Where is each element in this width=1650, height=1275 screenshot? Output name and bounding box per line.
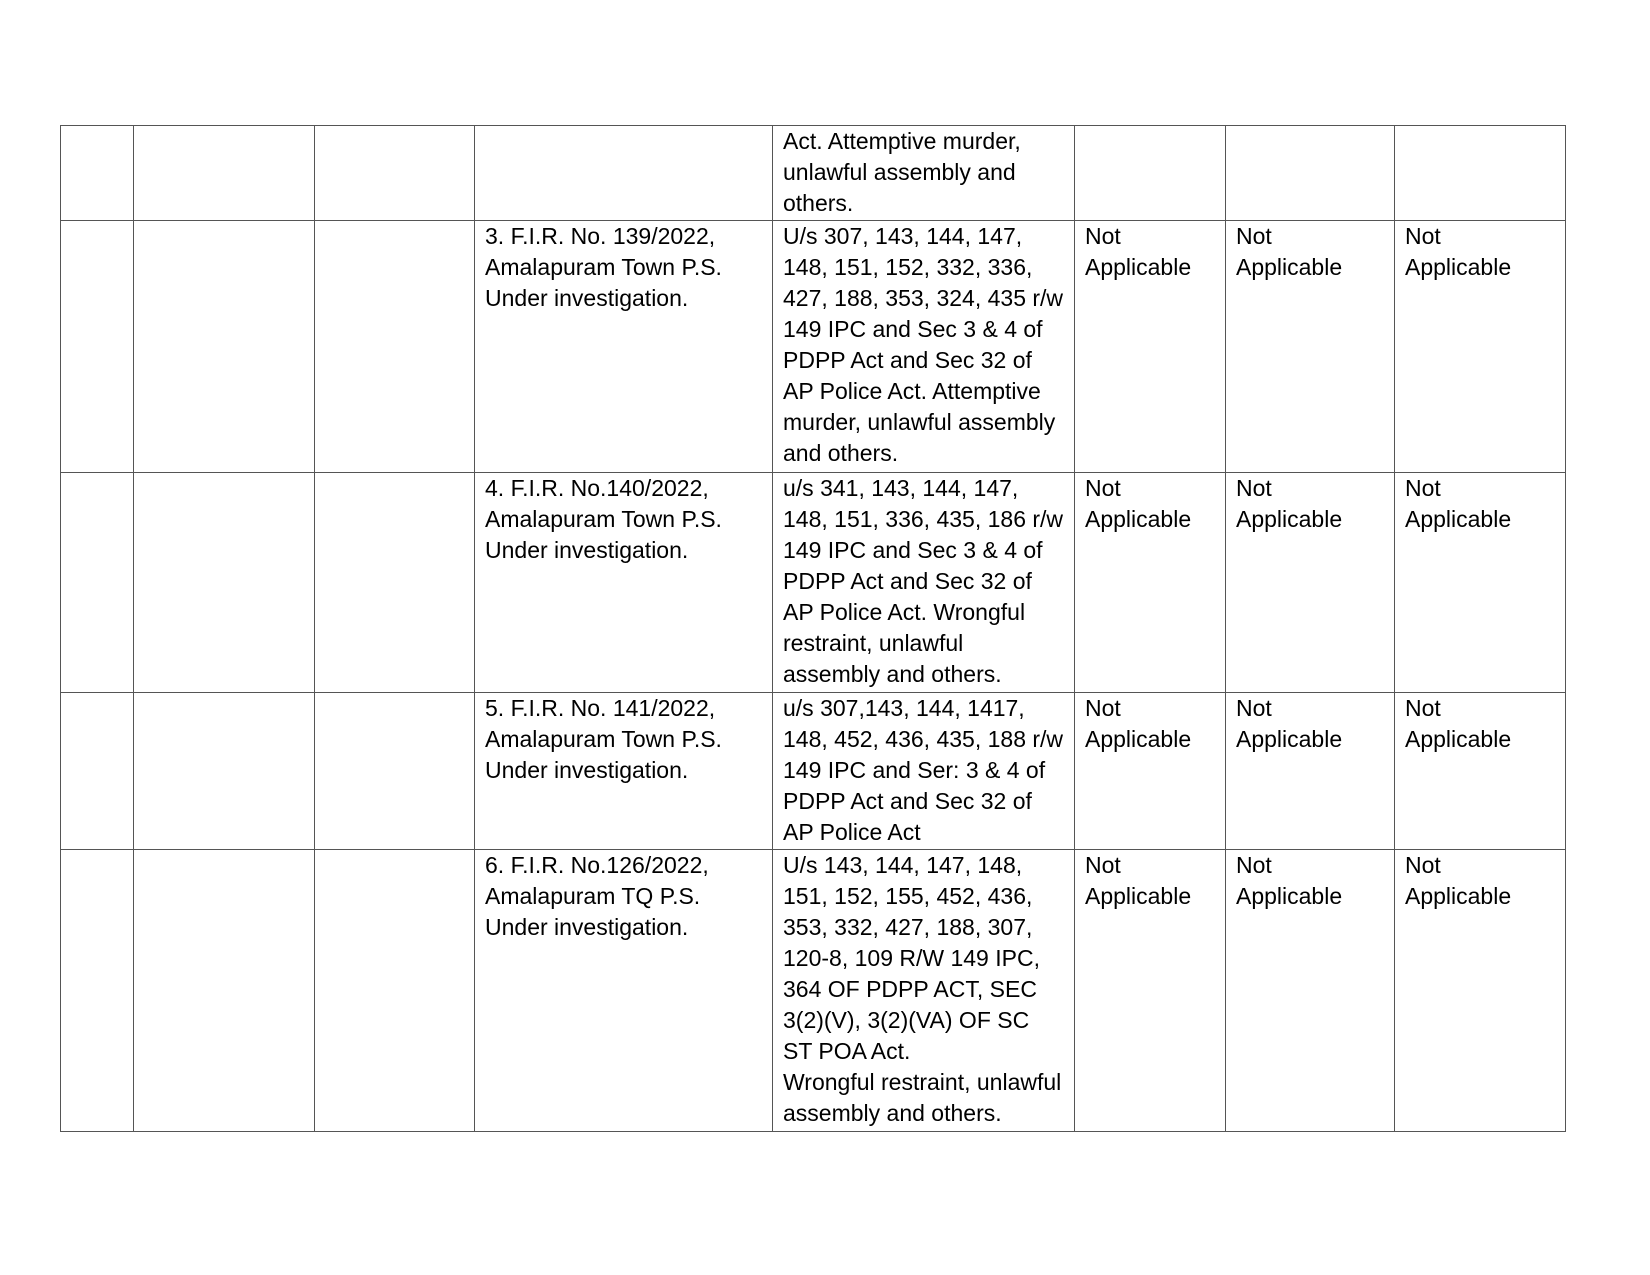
status-cell bbox=[1226, 126, 1395, 221]
table-cell bbox=[315, 221, 475, 473]
table-cell bbox=[134, 693, 315, 850]
table-cell bbox=[315, 473, 475, 693]
table-cell bbox=[61, 473, 134, 693]
table-row bbox=[61, 473, 1566, 693]
table-cell bbox=[134, 221, 315, 473]
status-cell: Not Applicable bbox=[1226, 221, 1395, 473]
status-cell bbox=[1075, 126, 1226, 221]
table-cell bbox=[61, 693, 134, 850]
status-cell: Not Applicable bbox=[1395, 473, 1566, 693]
table-cell bbox=[134, 850, 315, 1132]
status-cell: Not Applicable bbox=[1075, 693, 1226, 850]
status-cell: Not Applicable bbox=[1075, 473, 1226, 693]
status-cell: Not Applicable bbox=[1395, 221, 1566, 473]
fir-cell: 4. F.I.R. No.140/2022, Amalapuram Town P.S. Under investigation. bbox=[475, 473, 773, 693]
status-cell bbox=[1395, 126, 1566, 221]
fir-cell: 5. F.I.R. No. 141/2022, Amalapuram Town P.S. Under investigation. bbox=[475, 693, 773, 850]
status-cell: Not Applicable bbox=[1395, 850, 1566, 1132]
status-cell: Not Applicable bbox=[1395, 693, 1566, 850]
status-cell: Not Applicable bbox=[1226, 693, 1395, 850]
table-row bbox=[61, 850, 1566, 1132]
table-cell bbox=[315, 850, 475, 1132]
sections-cell: U/s 307, 143, 144, 147, 148, 151, 152, 332, 336, 427, 188, 353, 324, 435 r/w 149 IPC and Sec 3 & 4 of PDPP Act and Sec 32 of AP Police Act. Attemptive murder, unlawful assembly and others. bbox=[773, 221, 1075, 473]
status-cell: Not Applicable bbox=[1226, 473, 1395, 693]
table-cell bbox=[315, 126, 475, 221]
table-cell bbox=[315, 693, 475, 850]
sections-cell: U/s 143, 144, 147, 148, 151, 152, 155, 452, 436, 353, 332, 427, 188, 307, 120-8, 109 R/W 149 IPC, 364 OF PDPP ACT, SEC 3(2)(V), 3(2)(VA) OF SC ST POA Act. Wrongful restraint, unlawful assembly and others. bbox=[773, 850, 1075, 1132]
status-cell: Not Applicable bbox=[1075, 850, 1226, 1132]
fir-cell bbox=[475, 126, 773, 221]
sections-cell: Act. Attemptive murder, unlawful assembly and others. bbox=[773, 126, 1075, 221]
table-cell bbox=[134, 126, 315, 221]
status-cell: Not Applicable bbox=[1075, 221, 1226, 473]
table-row bbox=[61, 126, 1566, 221]
sections-cell: u/s 341, 143, 144, 147, 148, 151, 336, 435, 186 r/w 149 IPC and Sec 3 & 4 of PDPP Act and Sec 32 of AP Police Act. Wrongful restraint, unlawful assembly and others. bbox=[773, 473, 1075, 693]
table-cell bbox=[61, 850, 134, 1132]
status-cell: Not Applicable bbox=[1226, 850, 1395, 1132]
table-cell bbox=[134, 473, 315, 693]
table-cell bbox=[61, 126, 134, 221]
table-row bbox=[61, 693, 1566, 850]
fir-cell: 6. F.I.R. No.126/2022, Amalapuram TQ P.S. Under investigation. bbox=[475, 850, 773, 1132]
table-row bbox=[61, 221, 1566, 473]
fir-cell: 3. F.I.R. No. 139/2022, Amalapuram Town P.S. Under investigation. bbox=[475, 221, 773, 473]
table-cell bbox=[61, 221, 134, 473]
sections-cell: u/s 307,143, 144, 1417, 148, 452, 436, 435, 188 r/w 149 IPC and Ser: 3 & 4 of PDPP Act and Sec 32 of AP Police Act bbox=[773, 693, 1075, 850]
cases-table bbox=[60, 125, 1566, 1132]
